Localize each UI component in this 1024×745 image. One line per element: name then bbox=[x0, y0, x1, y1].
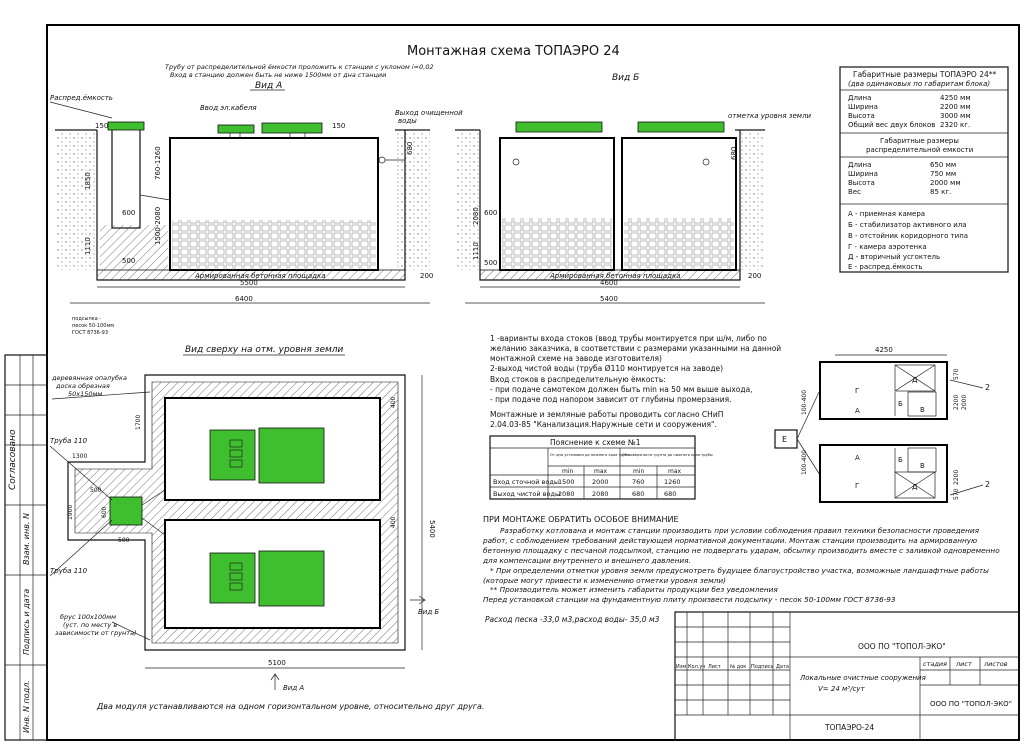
dims-row-label: Ширина bbox=[848, 103, 878, 111]
attention-line: (которые могут привести к изменению отметки уровня земли) bbox=[483, 576, 726, 585]
plank-label-1: деревянная опалубка bbox=[52, 374, 127, 382]
dim-top-400a: 400 bbox=[390, 396, 397, 408]
dim-top-400b: 400 bbox=[390, 516, 397, 528]
plan-letter: В bbox=[920, 406, 925, 414]
scheme-table bbox=[490, 436, 713, 499]
dims-row2-value: 2000 мм bbox=[930, 179, 961, 187]
dim-b-5400: 5400 bbox=[600, 295, 618, 303]
dim-680: 680 bbox=[406, 141, 414, 155]
attention-line: для компенсации внутреннего и внешнего давления. bbox=[483, 556, 691, 565]
arrow-view-a: Вид А bbox=[283, 684, 305, 692]
dims-row-value: 2320 кг. bbox=[940, 121, 971, 129]
plan-view bbox=[775, 346, 990, 502]
dim-200: 200 bbox=[420, 272, 434, 280]
plan-callout: 2 bbox=[985, 383, 991, 392]
dim-b-500: 500 bbox=[484, 259, 498, 267]
stamp-head: Дата bbox=[776, 664, 789, 670]
dims-row-value: 4250 мм bbox=[940, 94, 971, 102]
plan-dim: 570 bbox=[953, 368, 960, 380]
dims-row2-label: Высота bbox=[848, 179, 875, 187]
attention-line: бетонную площадку с песчаной подсыпкой, станцию не подвергать ударам, обсыпку производить вместе с заливкой одновременно bbox=[483, 546, 1000, 555]
stamp-stage: стадия bbox=[923, 660, 947, 668]
dim-b-2080: 2080 bbox=[472, 207, 480, 225]
stamp-sheet: лист bbox=[956, 660, 972, 668]
sand-note-2: песок 50-100мм bbox=[72, 323, 115, 329]
stamp-head: Лист bbox=[708, 664, 721, 670]
attention-line: Перед установкой станции на фундаментную плиту произвести подсыпку - песок 50-100мм ГОСТ 8736-93 bbox=[483, 595, 896, 604]
side-sign-label: Подпись и дата bbox=[22, 588, 31, 655]
scheme-cell: 2080 bbox=[558, 490, 575, 498]
dim-b-4600: 4600 bbox=[600, 279, 618, 287]
dim-1850: 1850 bbox=[84, 172, 92, 190]
stamp-head: Кол.уч bbox=[688, 664, 706, 670]
dims-row2-value: 750 мм bbox=[930, 170, 957, 178]
dim-b-600: 600 bbox=[484, 209, 498, 217]
side-inv-label: Инв. N подл. bbox=[22, 680, 31, 733]
scheme-min: min bbox=[633, 468, 645, 475]
plan-dim: 2200 bbox=[953, 394, 960, 410]
legend-item: В - отстойник коридорного типа bbox=[848, 232, 969, 240]
dim-top-1700: 1700 bbox=[135, 414, 142, 430]
scheme-cell: 680 bbox=[632, 490, 645, 498]
view-a-slab-label: Армированная бетонная площадка bbox=[195, 272, 326, 280]
note-line: желанию заказчика, в соответствии с размерами указанными на данной bbox=[490, 344, 782, 353]
attention-line: работ, с соблюдением требований действующей нормативной документации. Монтаж станции производить на армированную bbox=[483, 536, 978, 545]
pipe-label-2: Труба 110 bbox=[50, 567, 88, 575]
scheme-cell: 2080 bbox=[592, 490, 609, 498]
scheme-cell: 1260 bbox=[664, 478, 681, 486]
dims-row-value: 2200 мм bbox=[940, 103, 971, 111]
dim-top-1300: 1300 bbox=[72, 453, 88, 460]
scheme-cell: 1500 bbox=[558, 478, 575, 486]
view-a-label: Вид А bbox=[255, 81, 283, 91]
plan-letter: А bbox=[855, 407, 860, 415]
stamp-head: Подпись bbox=[751, 664, 774, 670]
note-line: - при подаче под напором зависит от глубины промерзания. bbox=[490, 395, 732, 404]
arrow-view-b: Вид Б bbox=[418, 608, 440, 616]
cable-label: Ввод эл.кабеля bbox=[200, 104, 257, 112]
scheme-max: max bbox=[594, 468, 608, 475]
plan-dim: 100-400 bbox=[801, 389, 808, 415]
view-a-note1: Трубу от распределительной ёмкости проложить к станции с уклоном i=0,02 bbox=[165, 63, 434, 71]
scheme-col2: От поверхности грунта до нижнего края трубы bbox=[622, 453, 713, 457]
scheme-cell: 2000 bbox=[592, 478, 609, 486]
stamp-company-2: ООО ПО "ТОПОЛ-ЭКО" bbox=[930, 700, 1012, 708]
dim-600: 600 bbox=[122, 209, 136, 217]
scheme-title: Пояснение к схеме №1 bbox=[550, 438, 641, 447]
top-view bbox=[50, 345, 439, 692]
dims-row-label: Длина bbox=[848, 94, 872, 102]
note-line: 1 -варианты входа стоков (ввод трубы монтируется при ш/м, либо по bbox=[490, 334, 767, 343]
dim-6400: 6400 bbox=[235, 295, 253, 303]
distrib-tank-top bbox=[110, 497, 142, 525]
plan-dim: 2000 bbox=[961, 394, 968, 410]
sand-note-3: ГОСТ 8736-93 bbox=[72, 330, 109, 336]
view-b-label: Вид Б bbox=[612, 73, 640, 83]
note-line: монтажной схеме на заводе изготовителя) bbox=[490, 354, 662, 363]
legend-item: Д - вторичный усгоктель bbox=[848, 253, 941, 261]
plan-letter: В bbox=[920, 462, 925, 470]
scheme-row-label: Выход чистой воды bbox=[493, 490, 561, 498]
view-b bbox=[455, 73, 812, 303]
stamp-desc-1: Локальные очистные сооружения bbox=[800, 674, 926, 682]
page-title: Монтажная схема ТОПАЭРО 24 bbox=[407, 44, 620, 59]
plan-dim: 2200 bbox=[953, 469, 960, 485]
pipe-label-1: Труба 110 bbox=[50, 437, 88, 445]
dims-table-h3: Габаритные размеры bbox=[880, 137, 959, 145]
sand-note-1: подсыпка - bbox=[72, 316, 102, 322]
stamp-head: № док bbox=[730, 664, 747, 670]
side-agreed-label: Согласовано bbox=[8, 429, 18, 490]
plank-label-3: 50х150мм bbox=[68, 390, 103, 398]
view-a bbox=[50, 63, 463, 303]
dim-150-left: 150 bbox=[95, 122, 109, 130]
dims-row2-label: Ширина bbox=[848, 170, 878, 178]
dim-5500: 5500 bbox=[240, 279, 258, 287]
notes-block bbox=[490, 334, 781, 429]
plan-dim: 100-400 bbox=[801, 449, 808, 475]
beam-label-1: брус 100х100мм bbox=[60, 613, 117, 621]
top-view-label: Вид сверху на отм. уровня земли bbox=[185, 345, 344, 355]
dim-top-600: 600 bbox=[101, 506, 108, 518]
plan-letter: Д bbox=[912, 376, 918, 384]
dims-row2-label: Вес bbox=[848, 188, 861, 196]
scheme-col1: От дна установки до нижнего края трубы bbox=[550, 453, 631, 457]
stamp-head: Изм bbox=[676, 664, 687, 670]
outlet-label-1: Выход очищенной bbox=[395, 109, 463, 117]
stamp-sheets: листов bbox=[984, 660, 1008, 668]
sand-consumption: Расход песка -33,0 м3,расход воды- 35,0 м3 bbox=[485, 615, 660, 624]
beam-label-3: зависимости от грунта) bbox=[55, 629, 137, 637]
dims-table-h1: Габаритные размеры ТОПАЭРО 24** bbox=[853, 70, 997, 79]
plan-letter: Б bbox=[898, 456, 903, 464]
side-replace-label: Взам. инв. N bbox=[22, 513, 31, 565]
distrib-tank-label: Распред.ёмкость bbox=[50, 94, 113, 102]
legend-item: А - приемная камера bbox=[848, 210, 926, 218]
dims-row-label: Общий вес двух блоков bbox=[848, 121, 936, 129]
note-line: Монтажные и земляные работы проводить согласно СНиП bbox=[490, 410, 724, 419]
note-line: 2-выход чистой воды (труба Ø110 монтируется на заводе) bbox=[490, 364, 724, 373]
title-stamp bbox=[675, 612, 1019, 740]
scheme-max: max bbox=[668, 468, 682, 475]
beam-label-2: (уст. по месту в bbox=[63, 621, 118, 629]
outlet-label-2: воды bbox=[398, 117, 417, 125]
dims-table-h4: распределительной емкости bbox=[866, 146, 974, 154]
dim-b-1110: 1110 bbox=[472, 242, 480, 260]
plan-dim: 570 bbox=[953, 488, 960, 500]
dims-table-h2: (два одинаковых по габаритам блока) bbox=[848, 80, 991, 88]
legend-item: Е - распред.ёмкость bbox=[848, 263, 923, 271]
stamp-code: ТОПАЭРО-24 bbox=[825, 723, 875, 732]
attention-line: ** Производитель может изменить габариты продукции без уведомления bbox=[490, 585, 778, 594]
plan-letter: А bbox=[855, 454, 860, 462]
plan-letter: Г bbox=[855, 387, 860, 395]
dims-row2-label: Длина bbox=[848, 161, 872, 169]
note-line: 2.04.03-85 "Канализация.Наружные сети и сооружения". bbox=[490, 420, 717, 429]
scheme-cell: 680 bbox=[664, 490, 677, 498]
dim-top-5100: 5100 bbox=[268, 659, 286, 667]
scheme-row-label: Вход сточной воды bbox=[493, 478, 559, 486]
dim-b-680: 680 bbox=[730, 146, 738, 160]
dim-760-1260: 760-1260 bbox=[154, 146, 162, 180]
distrib-lid bbox=[108, 122, 144, 130]
dim-500: 500 bbox=[122, 257, 136, 265]
plan-letter: Д bbox=[912, 483, 918, 491]
dim-top-500b: 500 bbox=[118, 537, 130, 544]
scheme-cell: 760 bbox=[632, 478, 645, 486]
stamp-desc-2: V= 24 м³/сут bbox=[818, 685, 865, 693]
bottom-note: Два модуля устанавливаются на одном горизонтальном уровне, относительно друг друга. bbox=[97, 702, 485, 711]
legend-item: Г - камера аэротенка bbox=[848, 243, 927, 251]
note-line: - при подаче самотеком должен быть min на 50 мм выше выхода, bbox=[490, 385, 753, 394]
plank-label-2: доска обрезная bbox=[56, 382, 110, 390]
scheme-min: min bbox=[562, 468, 574, 475]
dimensions-table bbox=[840, 67, 1008, 272]
stamp-company: ООО ПО "ТОПОЛ-ЭКО" bbox=[858, 642, 946, 651]
view-a-note2: Вход в станцию должен быть не ниже 1500мм от дна станции bbox=[170, 71, 387, 79]
plan-letter-e: Е bbox=[782, 435, 788, 444]
plan-dim-4250: 4250 bbox=[875, 346, 893, 354]
attention-title: ПРИ МОНТАЖЕ ОБРАТИТЬ ОСОБОЕ ВНИМАНИЕ bbox=[483, 515, 679, 524]
note-line: Вход стоков в распределительную ёмкость: bbox=[490, 375, 666, 384]
dims-row2-value: 85 кг. bbox=[930, 188, 952, 196]
dim-b-200: 200 bbox=[748, 272, 762, 280]
dim-top-5400: 5400 bbox=[428, 520, 436, 538]
dim-1500-2080: 1500-2080 bbox=[154, 206, 162, 245]
dims-row-value: 3000 мм bbox=[940, 112, 971, 120]
dim-top-1900: 1900 bbox=[67, 504, 74, 520]
attention-line: * При определении отметки уровня земли предусмотреть будущее благоустройство участка, возможные ландшафтные работы bbox=[490, 566, 989, 575]
dims-row2-value: 650 мм bbox=[930, 161, 957, 169]
dim-1110: 1110 bbox=[84, 237, 92, 255]
plan-letter: Б bbox=[898, 400, 903, 408]
dim-top-500: 500 bbox=[90, 487, 102, 494]
side-stamp bbox=[5, 355, 47, 740]
legend-item: Б - стабилизатор активного ила bbox=[848, 221, 967, 229]
plan-letter: Г bbox=[855, 482, 860, 490]
dim-150-right: 150 bbox=[332, 122, 346, 130]
attention-line: Разработку котлована и монтаж станции производить при условии соблюдения правил техники безопасности проведения bbox=[500, 526, 980, 535]
dims-row-label: Высота bbox=[848, 112, 875, 120]
view-b-slab-label: Армированная бетонная площадка bbox=[550, 272, 681, 280]
attention-block bbox=[482, 515, 1000, 624]
plan-callout: 2 bbox=[985, 480, 991, 489]
ground-mark-label: отметка уровня земли bbox=[728, 112, 812, 120]
